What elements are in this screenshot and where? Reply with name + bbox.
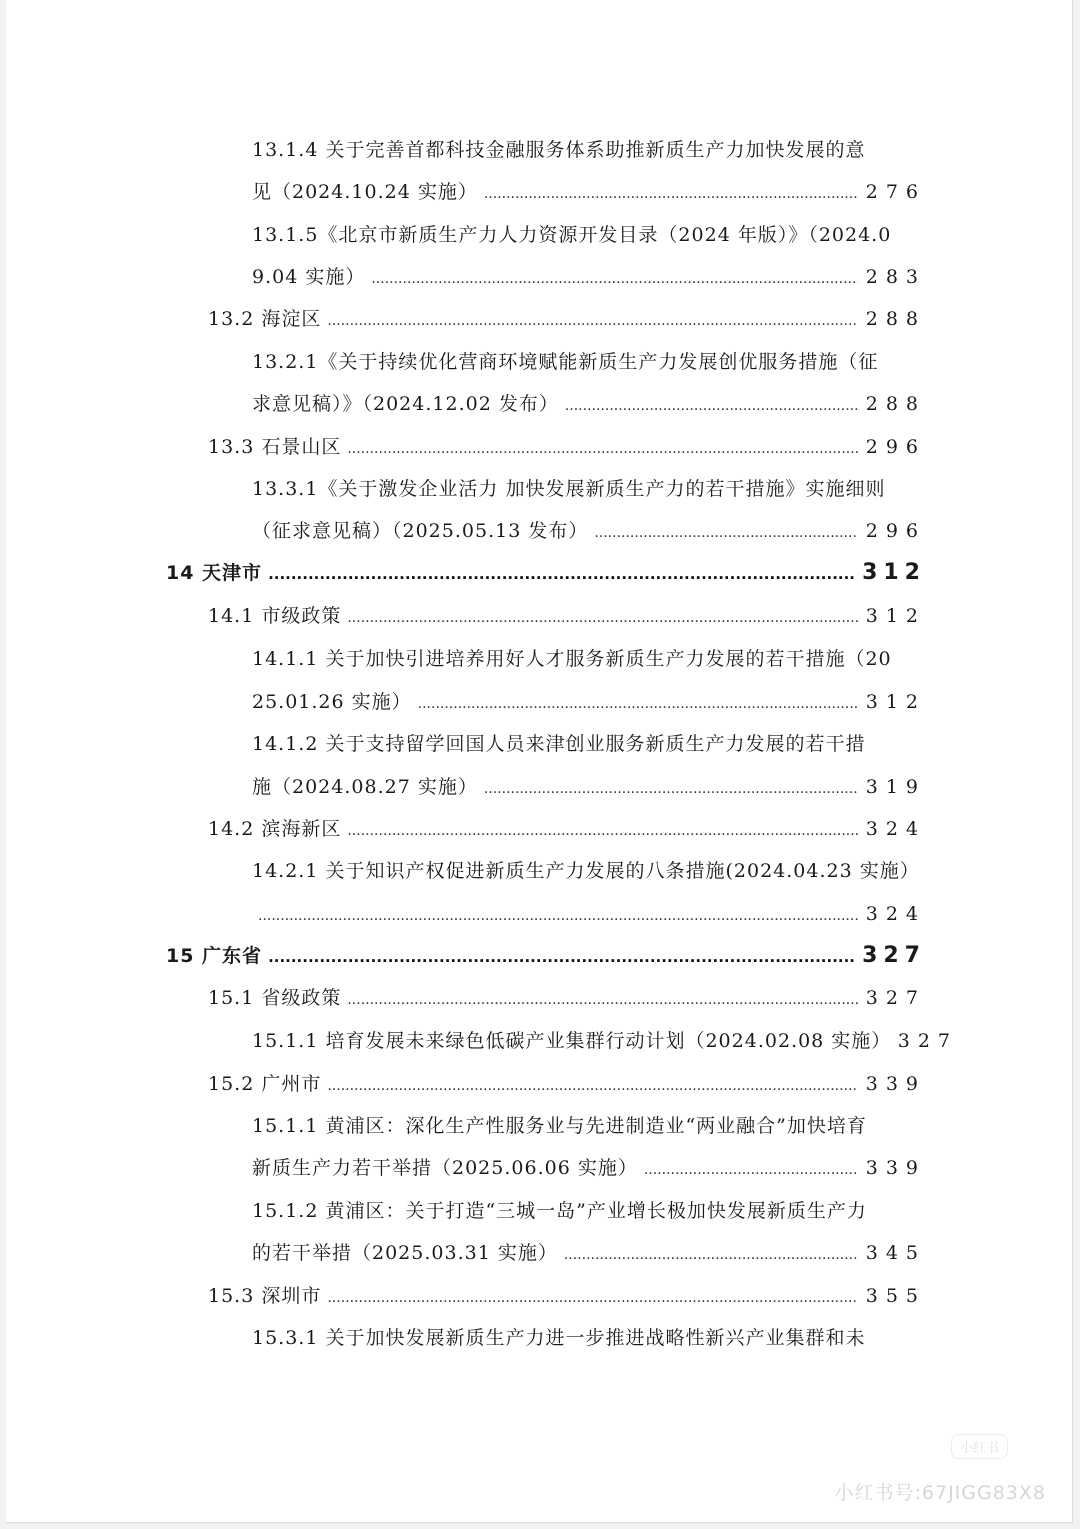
toc-page-number: 327 xyxy=(865,987,926,1009)
toc-entry-title: 求意见稿）》（2024.12.02 发布） xyxy=(252,393,559,415)
toc-page-number: 339 xyxy=(865,1073,926,1095)
toc-entry-title: （征求意见稿）（2025.05.13 发布） xyxy=(252,520,589,542)
toc-entry-title: 15.1 省级政策 xyxy=(208,987,342,1009)
toc-entry[interactable] xyxy=(208,1280,926,1312)
toc-entry-title: 15.2 广州市 xyxy=(208,1073,322,1095)
toc-entry[interactable] xyxy=(208,600,926,632)
toc-entry[interactable] xyxy=(252,346,918,378)
toc-leader xyxy=(347,984,857,1016)
toc-page-number: 312 xyxy=(862,560,926,585)
toc-entry[interactable] xyxy=(252,1237,926,1269)
toc-entry-title: 9.04 实施） xyxy=(252,266,366,288)
toc-page-number: 319 xyxy=(865,776,926,798)
toc-entry[interactable] xyxy=(208,303,926,335)
toc-entry-title: 14.1 市级政策 xyxy=(208,605,342,627)
toc-entry[interactable] xyxy=(208,982,926,1014)
toc-entry-title: 13.1.4 关于完善首都科技金融服务体系助推新质生产力加快发展的意 xyxy=(252,139,866,161)
toc-entry[interactable] xyxy=(252,771,926,803)
toc-entry-title: 15.1.1 培育发展未来绿色低碳产业集群行动计划（2024.02.08 实施） xyxy=(252,1030,892,1052)
toc-chapter[interactable] xyxy=(166,557,926,589)
toc-leader xyxy=(268,941,854,973)
toc-page-number: 327 xyxy=(862,943,926,968)
toc-entry-title: 14.1.2 关于支持留学回国人员来津创业服务新质生产力发展的若干措 xyxy=(252,733,866,755)
toc-entry-title: 见（2024.10.24 实施） xyxy=(252,181,478,203)
toc-page-number: 345 xyxy=(865,1242,926,1264)
toc-page-number: 312 xyxy=(865,605,926,627)
toc-entry-title: 13.2 海淀区 xyxy=(208,308,322,330)
toc-entry[interactable] xyxy=(252,261,926,293)
toc-entry[interactable] xyxy=(252,1110,918,1142)
toc-leader xyxy=(347,602,857,634)
toc-chapter-title: 15 广东省 xyxy=(166,945,263,967)
toc-entry[interactable] xyxy=(252,643,918,675)
toc-entry[interactable] xyxy=(252,176,926,208)
toc-leader xyxy=(268,558,854,590)
toc-leader xyxy=(564,1239,858,1271)
toc-chapter[interactable] xyxy=(166,940,926,972)
toc-page-number: 296 xyxy=(865,520,926,542)
toc-entry-title: 15.1.2 黄浦区：关于打造“三城一岛”产业增长极加快发展新质生产力 xyxy=(252,1200,867,1222)
toc-page-number: 339 xyxy=(865,1157,926,1179)
toc-entry[interactable] xyxy=(252,1322,918,1354)
toc-entry[interactable] xyxy=(252,388,926,420)
toc-entry[interactable] xyxy=(208,431,926,463)
toc-entry[interactable] xyxy=(252,1195,918,1227)
toc-page-number: 327 xyxy=(897,1030,958,1052)
toc-entry[interactable] xyxy=(252,1152,926,1184)
toc-leader xyxy=(327,305,857,337)
toc-leader xyxy=(484,178,858,210)
toc-page-number: 283 xyxy=(865,266,926,288)
toc-page-number: 355 xyxy=(865,1285,926,1307)
toc-entry-title: 13.2.1《关于持续优化营商环境赋能新质生产力发展创优服务措施（征 xyxy=(252,351,879,373)
watermark-text: 小红书号:67JIGG83X8 xyxy=(834,1482,1046,1504)
toc-page-number: 276 xyxy=(865,181,926,203)
toc-entry[interactable] xyxy=(252,686,926,718)
toc-entry-title: 14.1.1 关于加快引进培养用好人才服务新质生产力发展的若干措施（20 xyxy=(252,648,892,670)
toc-entry-title: 25.01.26 实施） xyxy=(252,691,412,713)
toc-entry[interactable] xyxy=(252,1025,958,1057)
toc-entry[interactable] xyxy=(252,473,918,505)
toc-leader xyxy=(644,1154,858,1186)
toc-entry[interactable] xyxy=(208,813,926,845)
toc-leader xyxy=(371,263,857,295)
toc-leader xyxy=(258,900,858,932)
toc-page-number: 312 xyxy=(865,691,926,713)
toc-entry-title: 新质生产力若干举措（2025.06.06 实施） xyxy=(252,1157,638,1179)
document-page xyxy=(6,0,1073,1523)
toc-entry-title: 15.1.1 黄浦区：深化生产性服务业与先进制造业“两业融合”加快培育 xyxy=(252,1115,867,1137)
toc-entry-title: 14.2.1 关于知识产权促进新质生产力发展的八条措施(2024.04.23 实施） xyxy=(252,860,920,882)
toc-leader xyxy=(565,390,858,422)
toc-leader xyxy=(418,688,858,720)
toc-entry[interactable] xyxy=(252,855,918,887)
toc-entry-title: 13.3.1《关于激发企业活力 加快发展新质生产力的若干措施》实施细则 xyxy=(252,478,886,500)
toc-entry-title: 的若干举措（2025.03.31 实施） xyxy=(252,1242,558,1264)
watermark-logo: 小红书 xyxy=(951,1434,1008,1459)
toc-entry[interactable] xyxy=(252,134,918,166)
toc-entry-title: 施（2024.08.27 实施） xyxy=(252,776,478,798)
toc-entry-title: 15.3 深圳市 xyxy=(208,1285,322,1307)
toc-page-number: 296 xyxy=(865,436,926,458)
toc-entry-title: 13.1.5《北京市新质生产力人力资源开发目录（2024 年版）》（2024.0 xyxy=(252,224,892,246)
toc-chapter-title: 14 天津市 xyxy=(166,562,263,584)
toc-page-number: 288 xyxy=(865,308,926,330)
table-of-contents xyxy=(6,0,1072,1400)
toc-leader xyxy=(594,517,857,549)
toc-entry[interactable] xyxy=(252,515,926,547)
toc-page-number: 288 xyxy=(865,393,926,415)
toc-leader xyxy=(347,433,857,465)
toc-leader xyxy=(327,1282,857,1314)
toc-leader xyxy=(347,815,857,847)
toc-entry-title: 14.2 滨海新区 xyxy=(208,818,342,840)
toc-entry[interactable] xyxy=(252,898,926,930)
toc-leader xyxy=(327,1070,857,1102)
toc-page-number: 324 xyxy=(865,903,926,925)
toc-leader xyxy=(484,773,858,805)
toc-entry-title: 13.3 石景山区 xyxy=(208,436,342,458)
toc-entry[interactable] xyxy=(208,1068,926,1100)
toc-entry[interactable] xyxy=(252,219,918,251)
toc-entry[interactable] xyxy=(252,728,918,760)
toc-entry-title: 15.3.1 关于加快发展新质生产力进一步推进战略性新兴产业集群和未 xyxy=(252,1327,866,1349)
toc-page-number: 324 xyxy=(865,818,926,840)
